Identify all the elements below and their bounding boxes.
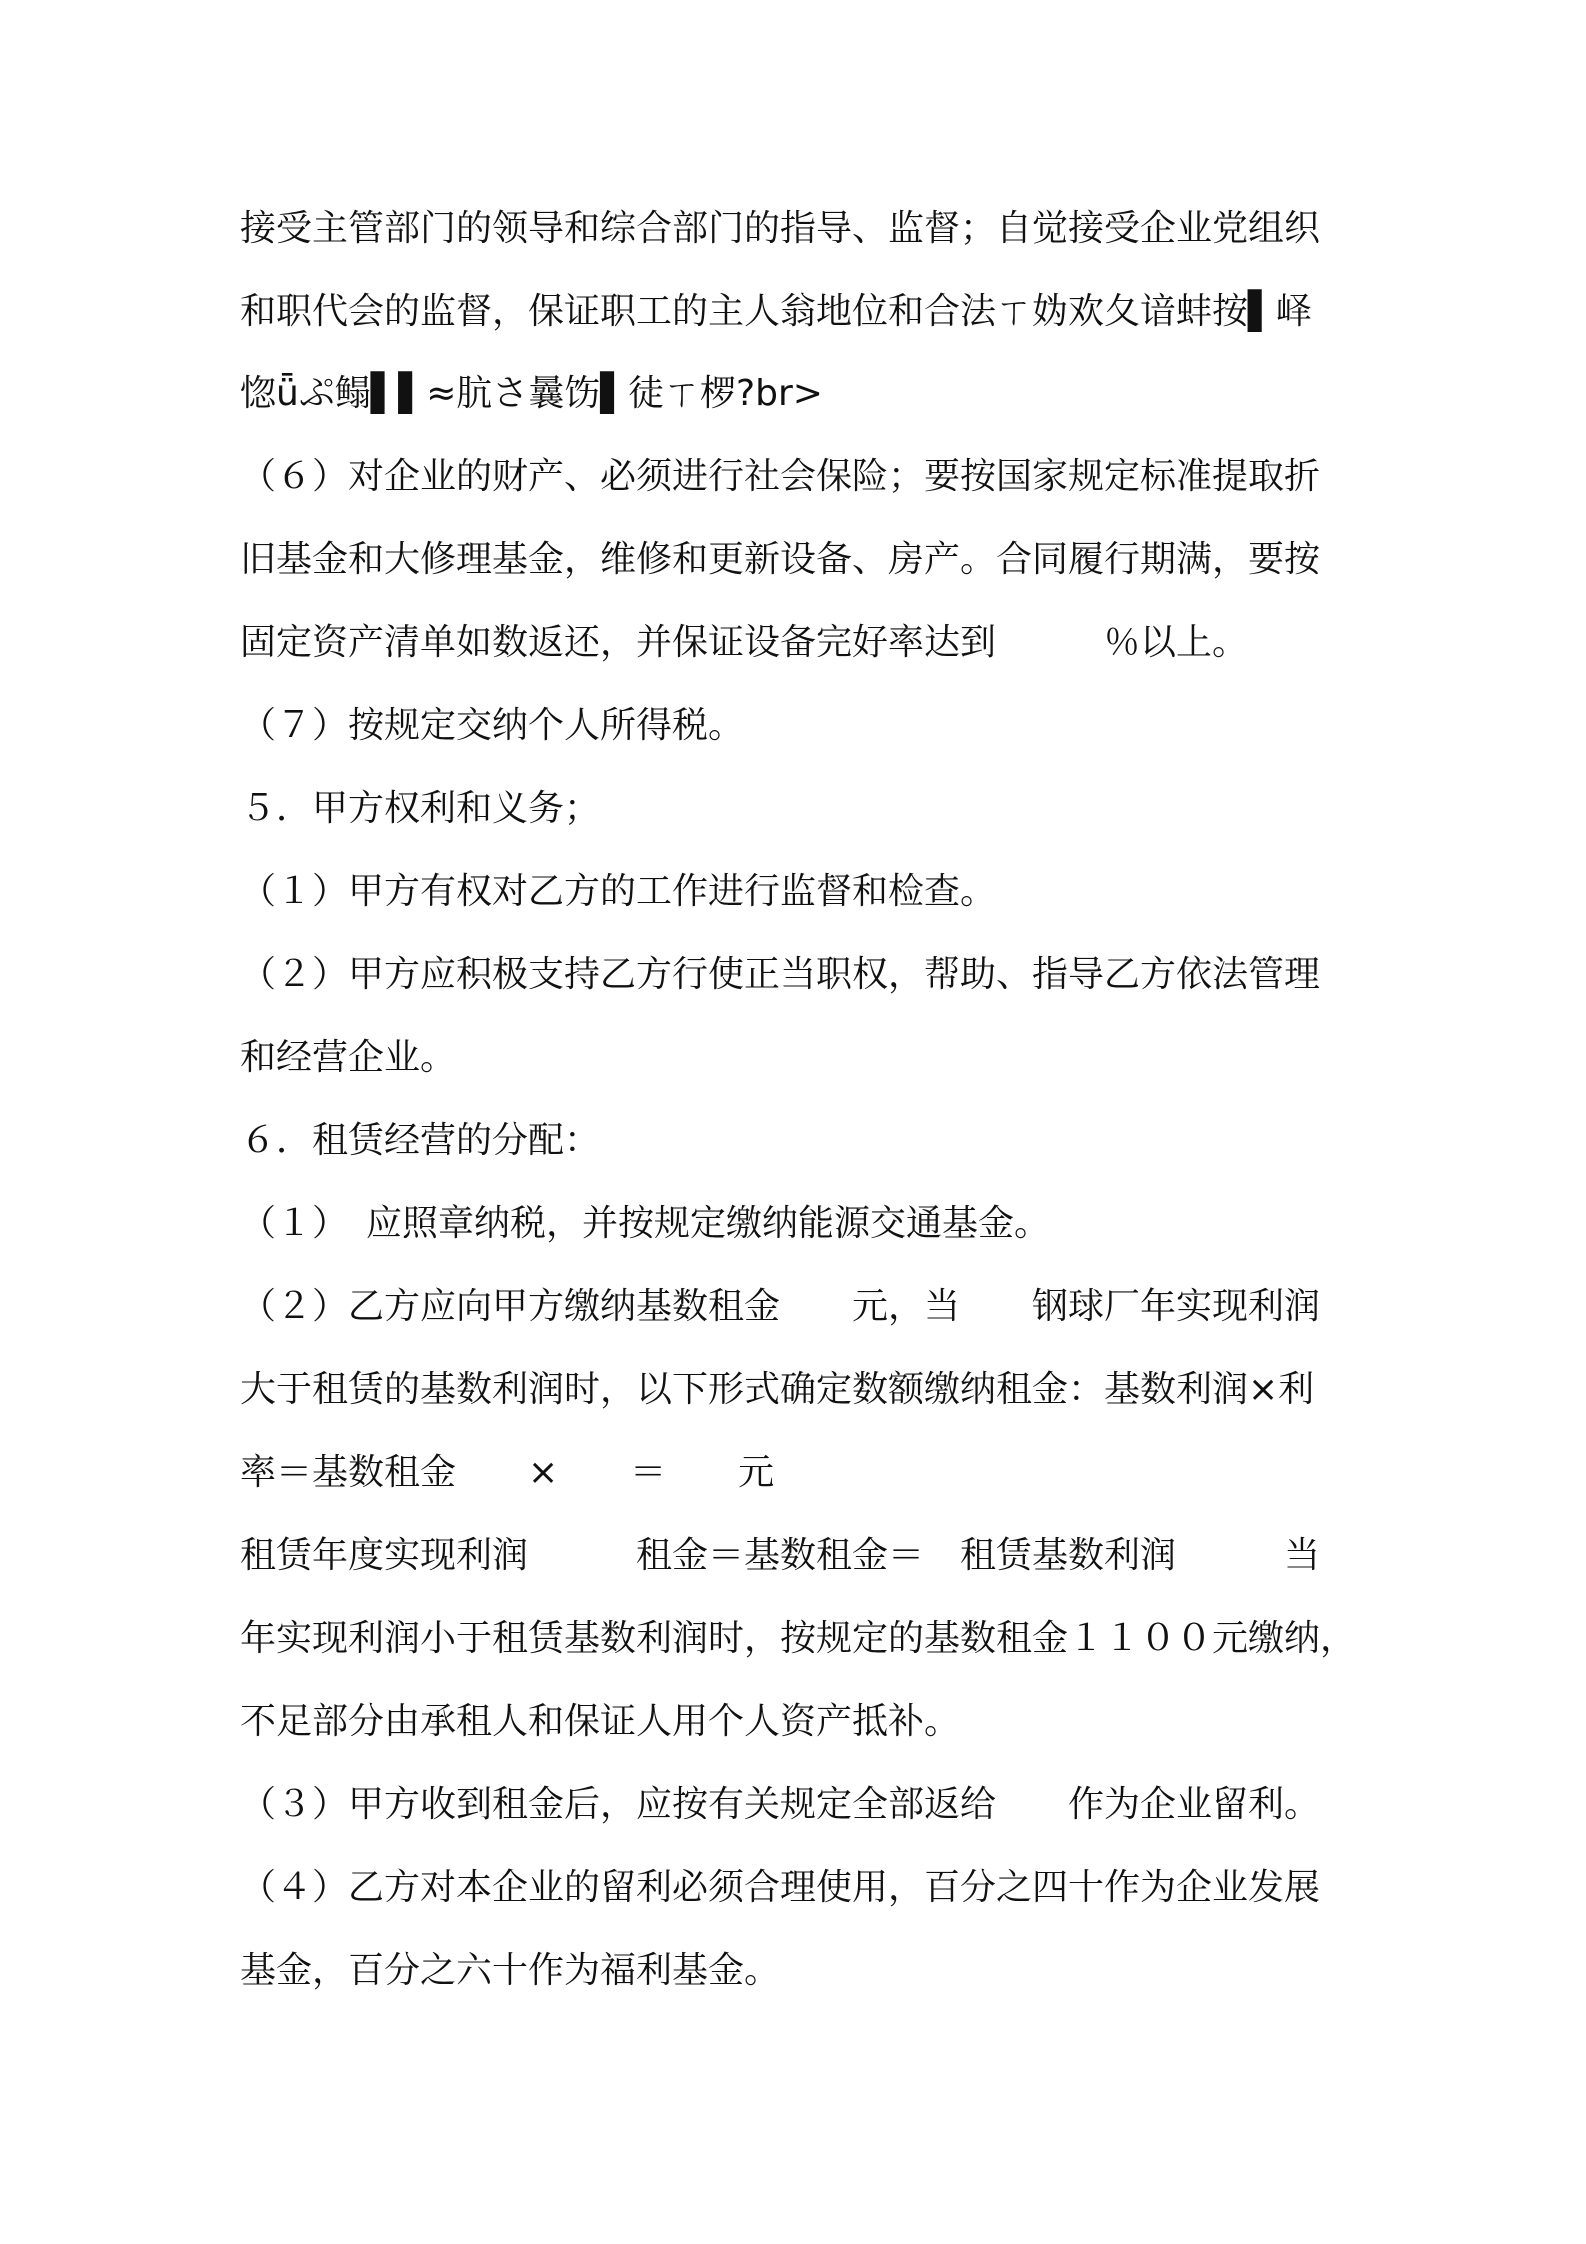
text-line: 和经营企业。 xyxy=(240,1037,457,1078)
text-line: 惚ǖぷ鳎▌▌≈肮さ曩饬▌徒ㄒ椤?br> xyxy=(240,373,823,414)
text-line: 接受主管部门的领导和综合部门的指导、监督；自觉接受企业党组织 xyxy=(240,208,1321,249)
text-line: （２）甲方应积极支持乙方行使正当职权，帮助、指导乙方依法管理 xyxy=(240,954,1321,995)
text-line: （２）乙方应向甲方缴纳基数租金 元，当 钢球厂年实现利润 xyxy=(240,1286,1321,1327)
text-line: 大于租赁的基数利润时，以下形式确定数额缴纳租金：基数利润×利 xyxy=(240,1369,1315,1410)
text-line: （７）按规定交纳个人所得税。 xyxy=(240,705,745,746)
text-line: （１） 应照章纳税，并按规定缴纳能源交通基金。 xyxy=(240,1203,1051,1244)
text-line: 基金，百分之六十作为福利基金。 xyxy=(240,1950,781,1991)
text-line: 和职代会的监督，保证职工的主人翁地位和合法ㄒ妫欢夂谙蚌按▌峄 xyxy=(240,291,1312,332)
text-line: （４）乙方对本企业的留利必须合理使用，百分之四十作为企业发展 xyxy=(240,1867,1321,1908)
text-line: （６）对企业的财产、必须进行社会保险；要按国家规定标准提取折 xyxy=(240,456,1321,497)
text-line: 租赁年度实现利润 租金＝基数租金＝ 租赁基数利润 当 xyxy=(240,1535,1321,1576)
text-line: 率＝基数租金 × ＝ 元 xyxy=(240,1452,775,1493)
text-line: （３）甲方收到租金后，应按有关规定全部返给 作为企业留利。 xyxy=(240,1784,1321,1825)
text-line: ６．租赁经营的分配： xyxy=(240,1120,601,1161)
text-line: 固定资产清单如数返还，并保证设备完好率达到 ％以上。 xyxy=(240,622,1249,663)
text-line: 年实现利润小于租赁基数利润时，按规定的基数租金１１００元缴纳， xyxy=(240,1618,1357,1659)
text-line: 旧基金和大修理基金，维修和更新设备、房产。合同履行期满，要按 xyxy=(240,539,1321,580)
text-line: （１）甲方有权对乙方的工作进行监督和检查。 xyxy=(240,871,997,912)
text-line: 不足部分由承租人和保证人用个人资产抵补。 xyxy=(240,1701,961,1742)
text-line: ５．甲方权利和义务； xyxy=(240,788,601,829)
